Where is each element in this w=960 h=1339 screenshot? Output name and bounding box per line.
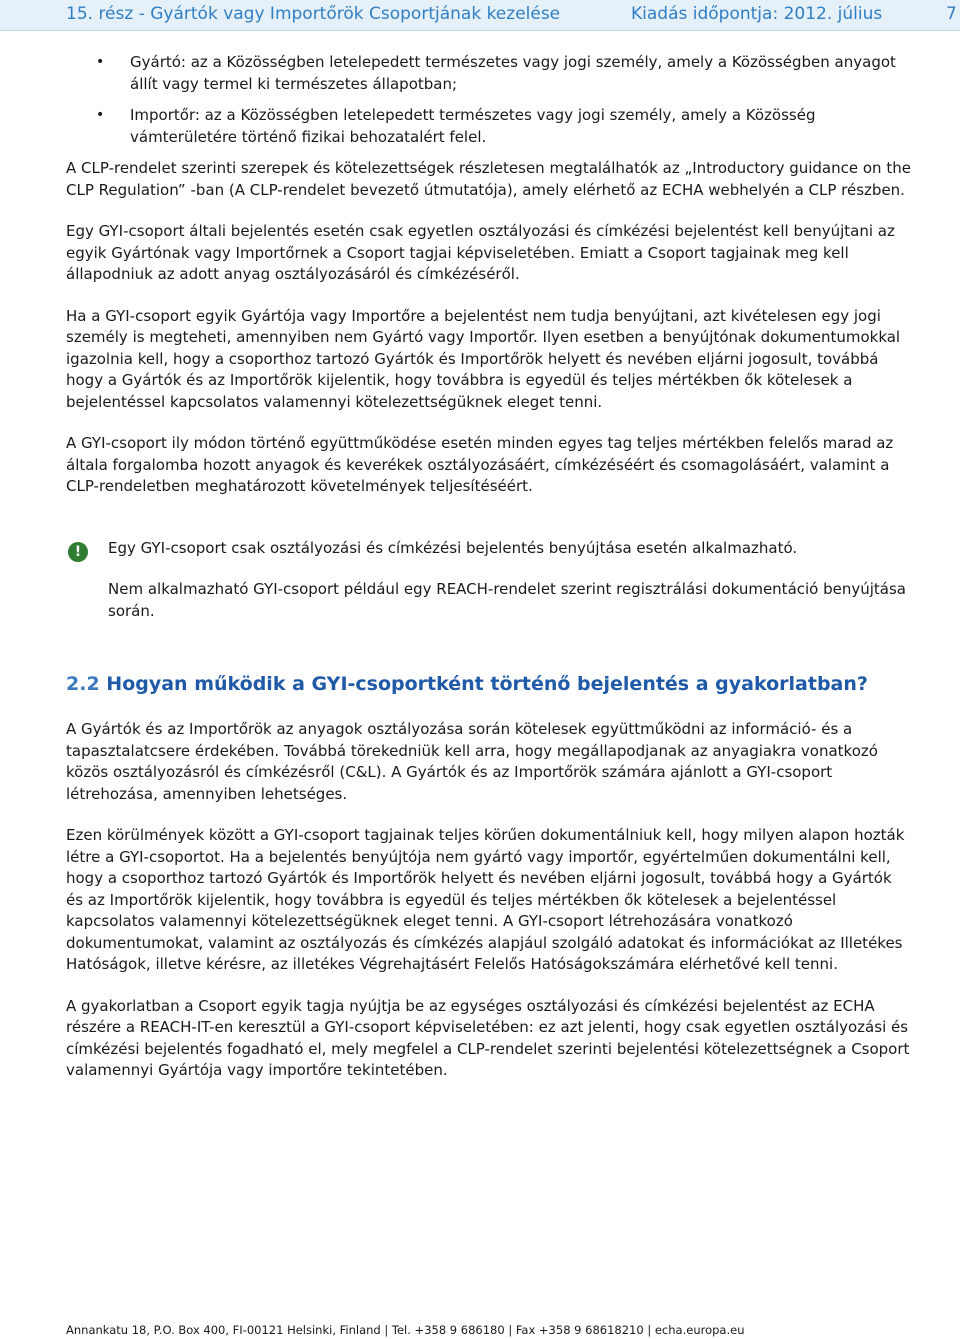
paragraph: A GYI-csoport ily módon történő együttműködése esetén minden egyes tag teljes mértékben felelős marad az általa forgalomba hozott anyagok és keverékek osztályozásáért, címkézéséért és csomagolásáért, valamint a CLP-rendeletben meghatározott követelmények teljesítéséért.: [66, 434, 894, 495]
paragraph: A gyakorlatban a Csoport egyik tagja nyújtja be az egységes osztályozási és címkézési bejelentést az ECHA részére a REACH-IT-en keresztül a GYI-csoport képviseletében: ez azt jelenti, hogy csak egyetlen osztályozási és címkézési bejelentés fogadható el, mely megfelel a CLP-rendelet szerinti bejelentési kötelezettségnek a Csoport valamennyi Gyártója vagy importőre tekintetében.: [66, 996, 910, 1079]
page-number: 7: [946, 4, 957, 24]
section-heading: [66, 672, 911, 697]
exclamation-icon: !: [68, 542, 88, 562]
paragraph: Egy GYI-csoport általi bejelentés esetén csak egyetlen osztályozási és címkézési bejelentést kell benyújtani az egyik Gyártónak vagy Importőrnek a Csoport tagjai képviseletében. Emiatt a Csoport tagjainak meg kell állapodniuk az adott anyag osztályozásáról és címkézéséről.: [66, 222, 895, 283]
page-footer: Annankatu 18, P.O. Box 400, FI-00121 Helsinki, Finland | Tel. +358 9 686180 | Fax +358 9 68618210 | echa.europa.eu: [66, 1323, 745, 1337]
page-header: [0, 0, 960, 31]
section-number: 2.2: [66, 673, 100, 695]
list-item: • Gyártó: az a Közösségben letelepedett természetes vagy jogi személy, amely a Közösségben anyagot állít vagy termel ki természetes állapotban;: [96, 53, 896, 93]
bullet-icon: •: [96, 107, 105, 123]
notice-box: [66, 538, 911, 623]
paragraph: A CLP-rendelet szerinti szerepek és kötelezettségek részletesen megtalálhatók az „Introductory guidance on the CLP Regulation” -ban (A CLP-rendelet bevezető útmutatója), amely elérhető az ECHA webhelyén a CLP részben.: [66, 159, 911, 199]
definition-list: [66, 52, 911, 148]
notice-text: Egy GYI-csoport csak osztályozási és címkézési bejelentés benyújtása esetén alkalmazható.: [108, 538, 798, 557]
paragraph: Ha a GYI-csoport egyik Gyártója vagy Importőre a bejelentést nem tudja benyújtani, azt kivételesen egy jogi személy is megteheti, amennyiben nem Gyártó vagy Importőr. Ilyen esetben a benyújtónak dokumentumokkal igazolnia kell, hogy a csoporthoz tartozó Gyártók és Importőrök helyett és nevében eljárni jogosult, továbbá hogy a Gyártók és az Importőrök kijelentik, hogy továbbra is egyedül és teljes mértékben ők kötelesek a bejelentéssel kapcsolatos valamennyi kötelezettségüknek eleget tenni.: [66, 306, 901, 411]
notice-text: Nem alkalmazható GYI-csoport például egy REACH-rendelet szerint regisztrálási dokumentáció benyújtása során.: [108, 580, 907, 620]
page-body: [66, 52, 911, 1102]
bullet-icon: •: [96, 54, 105, 70]
document-title: 15. rész - Gyártók vagy Importőrök Csoportjának kezelése: [66, 4, 561, 24]
list-item: • Importőr: az a Közösségben letelepedett természetes vagy jogi személy, amely a Közösség vámterületére történő fizikai behozatalért felel.: [96, 106, 816, 146]
paragraph: A Gyártók és az Importőrök az anyagok osztályozása során kötelesek együttműködni az információ- és a tapasztalatcsere érdekében. Továbbá törekedniük kell arra, hogy megállapodjanak az anyagiakra vonatkozó közös osztályozásról és címkézésről (C&L). A Gyártók és az Importőrök számára ajánlott a GYI-csoport létrehozása, amennyiben lehetséges.: [66, 720, 878, 803]
release-date: Kiadás időpontja: 2012. július: [631, 4, 883, 24]
section-title: Hogyan működik a GYI-csoportként történő bejelentés a gyakorlatban?: [106, 673, 868, 695]
paragraph: Ezen körülmények között a GYI-csoport tagjainak teljes körűen dokumentálniuk kell, hogy milyen alapon hozták létre a GYI-csoportot. Ha a bejelentés benyújtója nem gyártó vagy importőr, egyértelműen dokumentálni kell, hogy a csoporthoz tartozó Gyártók és Importőrök helyett és nevében eljárni jogosult, továbbá hogy a Gyártók és az Importőrök kijelentik, hogy továbbra is egyedül és teljes mértékben ők kötelesek a bejelentéssel kapcsolatos valamennyi kötelezettségüknek eleget tenni. A GYI-csoport létrehozására vonatkozó dokumentumokat, valamint az osztályozás és címkézés alapjául szolgáló adatokat és információkat az Illetékes Hatóságok, illetve kérésre, az illetékes Végrehajtásért Felelős Hatóságokszámára elérhetővé kell tenni.: [66, 826, 905, 973]
